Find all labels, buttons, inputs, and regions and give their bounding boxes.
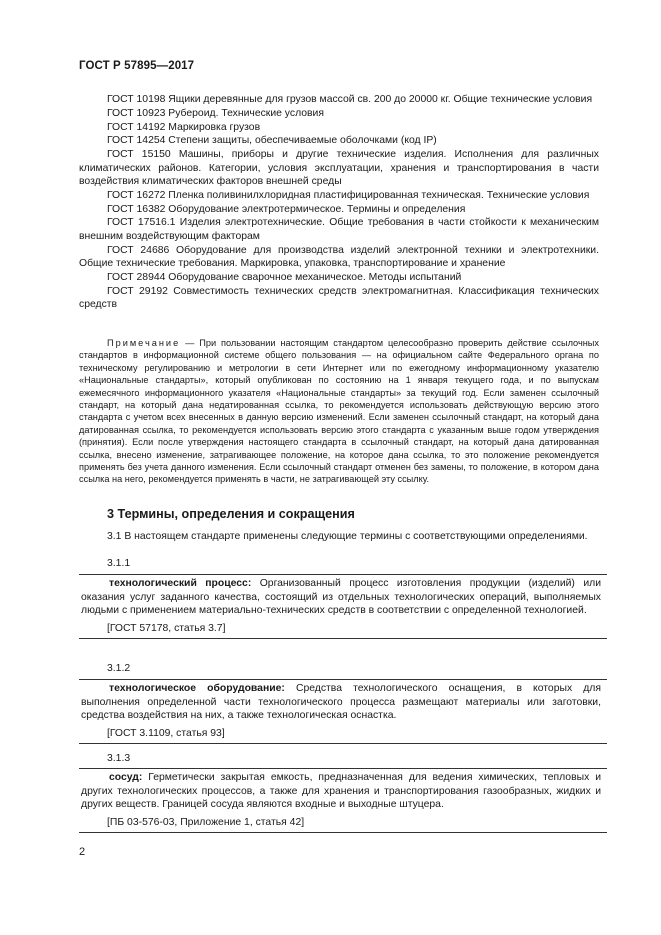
- note-paragraph: [79, 337, 599, 486]
- reference-item: ГОСТ 15150 Машины, приборы и другие технические изделия. Исполнения для различных климатических районов. Категории, условия эксплуатации, хранения и транспортирования в части воздействия климатических факторов внешней среды: [79, 149, 599, 187]
- reference-item: ГОСТ 10198 Ящики деревянные для грузов массой св. 200 до 20000 кг. Общие технические условия: [107, 94, 593, 105]
- term-box: [79, 679, 607, 744]
- term-source: [ГОСТ 57178, статья 3.7]: [107, 622, 226, 634]
- reference-item: ГОСТ 16272 Пленка поливинилхлоридная пластифицированная техническая. Технические условия: [107, 189, 590, 201]
- term-name: технологический процесс:: [109, 578, 252, 589]
- term-source: [ГОСТ 3.1109, статья 93]: [107, 727, 225, 739]
- term-source: [ПБ 03-576-03, Приложение 1, статья 42]: [107, 816, 305, 828]
- term-definition-text: Организованный процесс изготовления продукции (изделий) или оказания услуг заданного качества, состоящий из отдельных технологических операций, выполняемых людьми с применением материально-технических средств в соответствии с определенной технологией.: [81, 578, 601, 617]
- reference-item: ГОСТ 29192 Совместимость технических средств электромагнитная. Классификация технических средств: [79, 285, 599, 310]
- reference-item: ГОСТ 16382 Оборудование электротермическое. Термины и определения: [107, 203, 466, 215]
- term-definition: [79, 769, 607, 814]
- term-name: сосуд:: [109, 772, 143, 783]
- term-box: [79, 768, 607, 833]
- references-list: [79, 93, 599, 312]
- term-definition: [79, 575, 607, 620]
- reference-item: ГОСТ 17516.1 Изделия электротехнические. Общие требования в части стойкости к механическим внешним воздействующим факторам: [79, 217, 599, 242]
- section-intro: 3.1 В настоящем стандарте применены следующие термины с соответствующими определениями.: [107, 531, 588, 542]
- term-number: 3.1.2: [107, 663, 131, 674]
- note-text: — При пользовании настоящим стандартом целесообразно проверить действие ссылочных стандартов в информационной системе общего пользования — на официальном сайте Федерального органа по техническому регулированию и метрологии в сети Интернет или по ежегодному информационному указателю «Национальные стандарты», который опубликован по состоянию на 1 января текущего года, и по выпускам ежемесячного информационного указателя «Национальные стандарты» за текущий год. Если заменен ссылочный стандарт, на который дана недатированная ссылка, то рекомендуется использовать действующую версию этого стандарта с учетом всех внесенных в данную версию изменений. Если заменен ссылочный стандарт, на который дана датированная ссылка, то рекомендуется использовать версию этого стандарта с указанным выше годом утверждения (принятия). Если после утверждения настоящего стандарта в ссылочный стандарт, на который дана датированная ссылка, внесено изменение, затрагивающее положение, на которое дана ссылка, то это положение рекомендуется применять без учета данного изменения. Если ссылочный стандарт отменен без замены, то положение, в котором дана ссылка на него, рекомендуется применять в части, не затрагивающей эту ссылку.: [79, 338, 599, 485]
- term-name: технологическое оборудование:: [109, 683, 285, 694]
- term-definition: [79, 680, 607, 725]
- reference-item: ГОСТ 24686 Оборудование для производства изделий электронной техники и электротехники. Общие технические требования. Маркировка, упаковка, транспортирование и хранение: [79, 244, 599, 269]
- reference-item: ГОСТ 14254 Степени защиты, обеспечиваемые оболочками (код IP): [107, 135, 437, 147]
- document-header: ГОСТ Р 57895—2017: [79, 60, 195, 72]
- term-number: 3.1.1: [107, 558, 131, 569]
- term-box: [79, 574, 607, 639]
- reference-item: ГОСТ 10923 Рубероид. Технические условия: [107, 107, 324, 119]
- term-definition-text: Средства технологического оснащения, в которых для выполнения определенной части технологического процесса размещают материалы или заготовки, средства воздействия на них, а также технологическая оснастка.: [81, 683, 601, 722]
- term-definition-text: Герметически закрытая емкость, предназначенная для ведения химических, тепловых и других технологических процессов, а также для хранения и транспортирования газообразных, жидких и других веществ. Границей сосуда являются входные и выходные штуцера.: [81, 772, 601, 811]
- reference-item: ГОСТ 28944 Оборудование сварочное механическое. Методы испытаний: [107, 271, 462, 283]
- page-number: 2: [79, 846, 86, 858]
- reference-item: ГОСТ 14192 Маркировка грузов: [107, 121, 261, 133]
- term-number: 3.1.3: [107, 753, 131, 764]
- section-title: 3 Термины, определения и сокращения: [107, 507, 355, 521]
- note-label: Примечание: [107, 338, 181, 348]
